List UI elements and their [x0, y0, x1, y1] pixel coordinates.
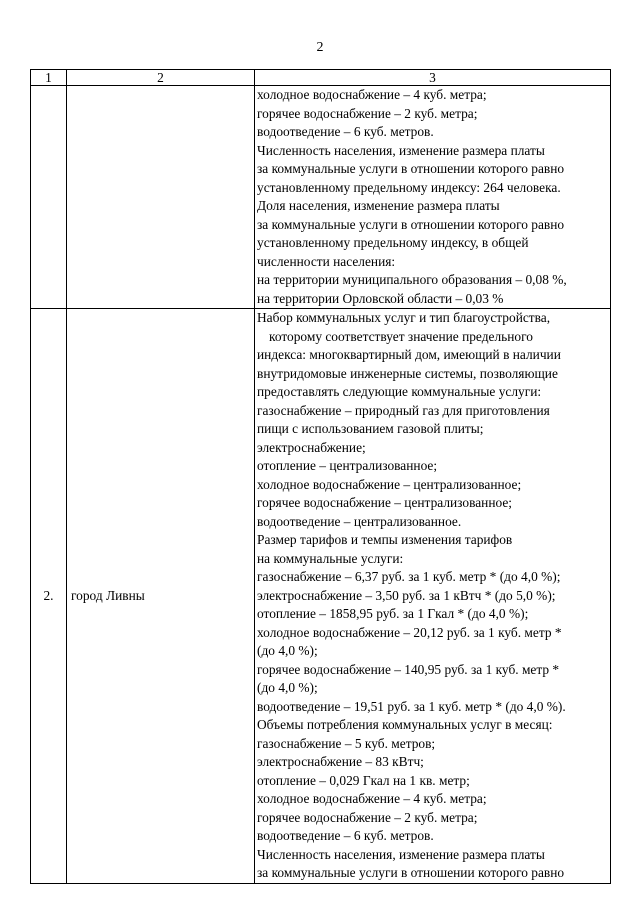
row2-line: горячее водоснабжение – централизованное;: [257, 495, 513, 510]
row-2-name: город Ливны: [67, 309, 255, 884]
row2-line: холодное водоснабжение – 4 куб. метра;: [257, 791, 487, 806]
row2-line: Набор коммунальных услуг и тип благоустройства,: [257, 310, 551, 325]
row2-line: водоотведение – 6 куб. метров.: [257, 828, 434, 843]
row-2-description: [255, 309, 611, 884]
table-header-row: [31, 70, 611, 86]
table-row-continued: [31, 86, 611, 309]
row2-line: газоснабжение – 6,37 руб. за 1 куб. метр * (до 4,0 %);: [257, 569, 561, 584]
row2-line: холодное водоснабжение – централизованное;: [257, 476, 522, 492]
row-2-number: 2.: [31, 309, 67, 884]
cont-line: холодное водоснабжение – 4 куб. метра;: [257, 87, 487, 102]
header-col-2: 2: [67, 70, 255, 86]
row2-line: газоснабжение – 5 куб. метров;: [257, 735, 436, 751]
cont-line: Численность населения, изменение размера платы: [257, 142, 545, 158]
cont-line: горячее водоснабжение – 2 куб. метра;: [257, 105, 478, 121]
cont-line: численности населения:: [257, 253, 396, 269]
row2-line: предоставлять следующие коммунальные услуги:: [257, 384, 542, 399]
row2-line: отопление – централизованное;: [257, 458, 438, 473]
row-continued-name: [67, 86, 255, 309]
row2-line: электроснабжение – 3,50 руб. за 1 кВтч * (до 5,0 %);: [257, 587, 556, 603]
row2-line: Объемы потребления коммунальных услуг в месяц:: [257, 717, 553, 732]
header-col-1: 1: [31, 70, 67, 86]
cont-line: водоотведение – 6 куб. метров.: [257, 124, 434, 139]
row2-line: Численность населения, изменение размера платы: [257, 846, 545, 862]
row2-line: отопление – 1858,95 руб. за 1 Гкал * (до 4,0 %);: [257, 606, 529, 621]
cont-line: установленному предельному индексу, в общей: [257, 235, 529, 250]
row2-line: газоснабжение – природный газ для приготовления: [257, 402, 550, 418]
table-row-2: [31, 309, 611, 884]
row2-line: индекса: многоквартирный дом, имеющий в наличии: [257, 347, 561, 362]
cont-line: за коммунальные услуги в отношении которого равно: [257, 216, 565, 232]
row2-line: водоотведение – централизованное.: [257, 513, 462, 529]
row2-line: горячее водоснабжение – 2 куб. метра;: [257, 809, 478, 825]
document-table: [30, 69, 611, 884]
row2-line: (до 4,0 %);: [257, 680, 318, 695]
row2-line: электроснабжение – 83 кВтч;: [257, 754, 424, 769]
row2-line: отопление – 0,029 Гкал на 1 кв. метр;: [257, 772, 470, 788]
row2-line: Размер тарифов и темпы изменения тарифов: [257, 532, 513, 547]
row2-line: (до 4,0 %);: [257, 643, 318, 658]
row2-line: на коммунальные услуги:: [257, 550, 404, 566]
cont-line: Доля населения, изменение размера платы: [257, 198, 500, 213]
row2-line: которому соответствует значение предельного: [269, 328, 533, 344]
row-continued-number: [31, 86, 67, 309]
cont-line: установленному предельному индексу: 264 человека.: [257, 179, 561, 195]
row-continued-description: [255, 86, 611, 309]
cont-line: за коммунальные услуги в отношении которого равно: [257, 161, 565, 176]
row2-line: водоотведение – 19,51 руб. за 1 куб. метр * (до 4,0 %).: [257, 698, 566, 714]
header-col-3: 3: [255, 70, 611, 86]
row2-line: пищи с использованием газовой плиты;: [257, 421, 484, 436]
row2-line: электроснабжение;: [257, 439, 366, 455]
cont-line: на территории муниципального образования – 0,08 %,: [257, 272, 567, 287]
row2-line: холодное водоснабжение – 20,12 руб. за 1 куб. метр *: [257, 624, 562, 640]
row2-line: горячее водоснабжение – 140,95 руб. за 1 куб. метр *: [257, 661, 560, 677]
cont-line: на территории Орловской области – 0,03 %: [257, 290, 504, 306]
row2-line: за коммунальные услуги в отношении которого равно: [257, 865, 565, 880]
page-number: 2: [316, 40, 324, 55]
row2-line: внутридомовые инженерные системы, позволяющие: [257, 365, 558, 381]
